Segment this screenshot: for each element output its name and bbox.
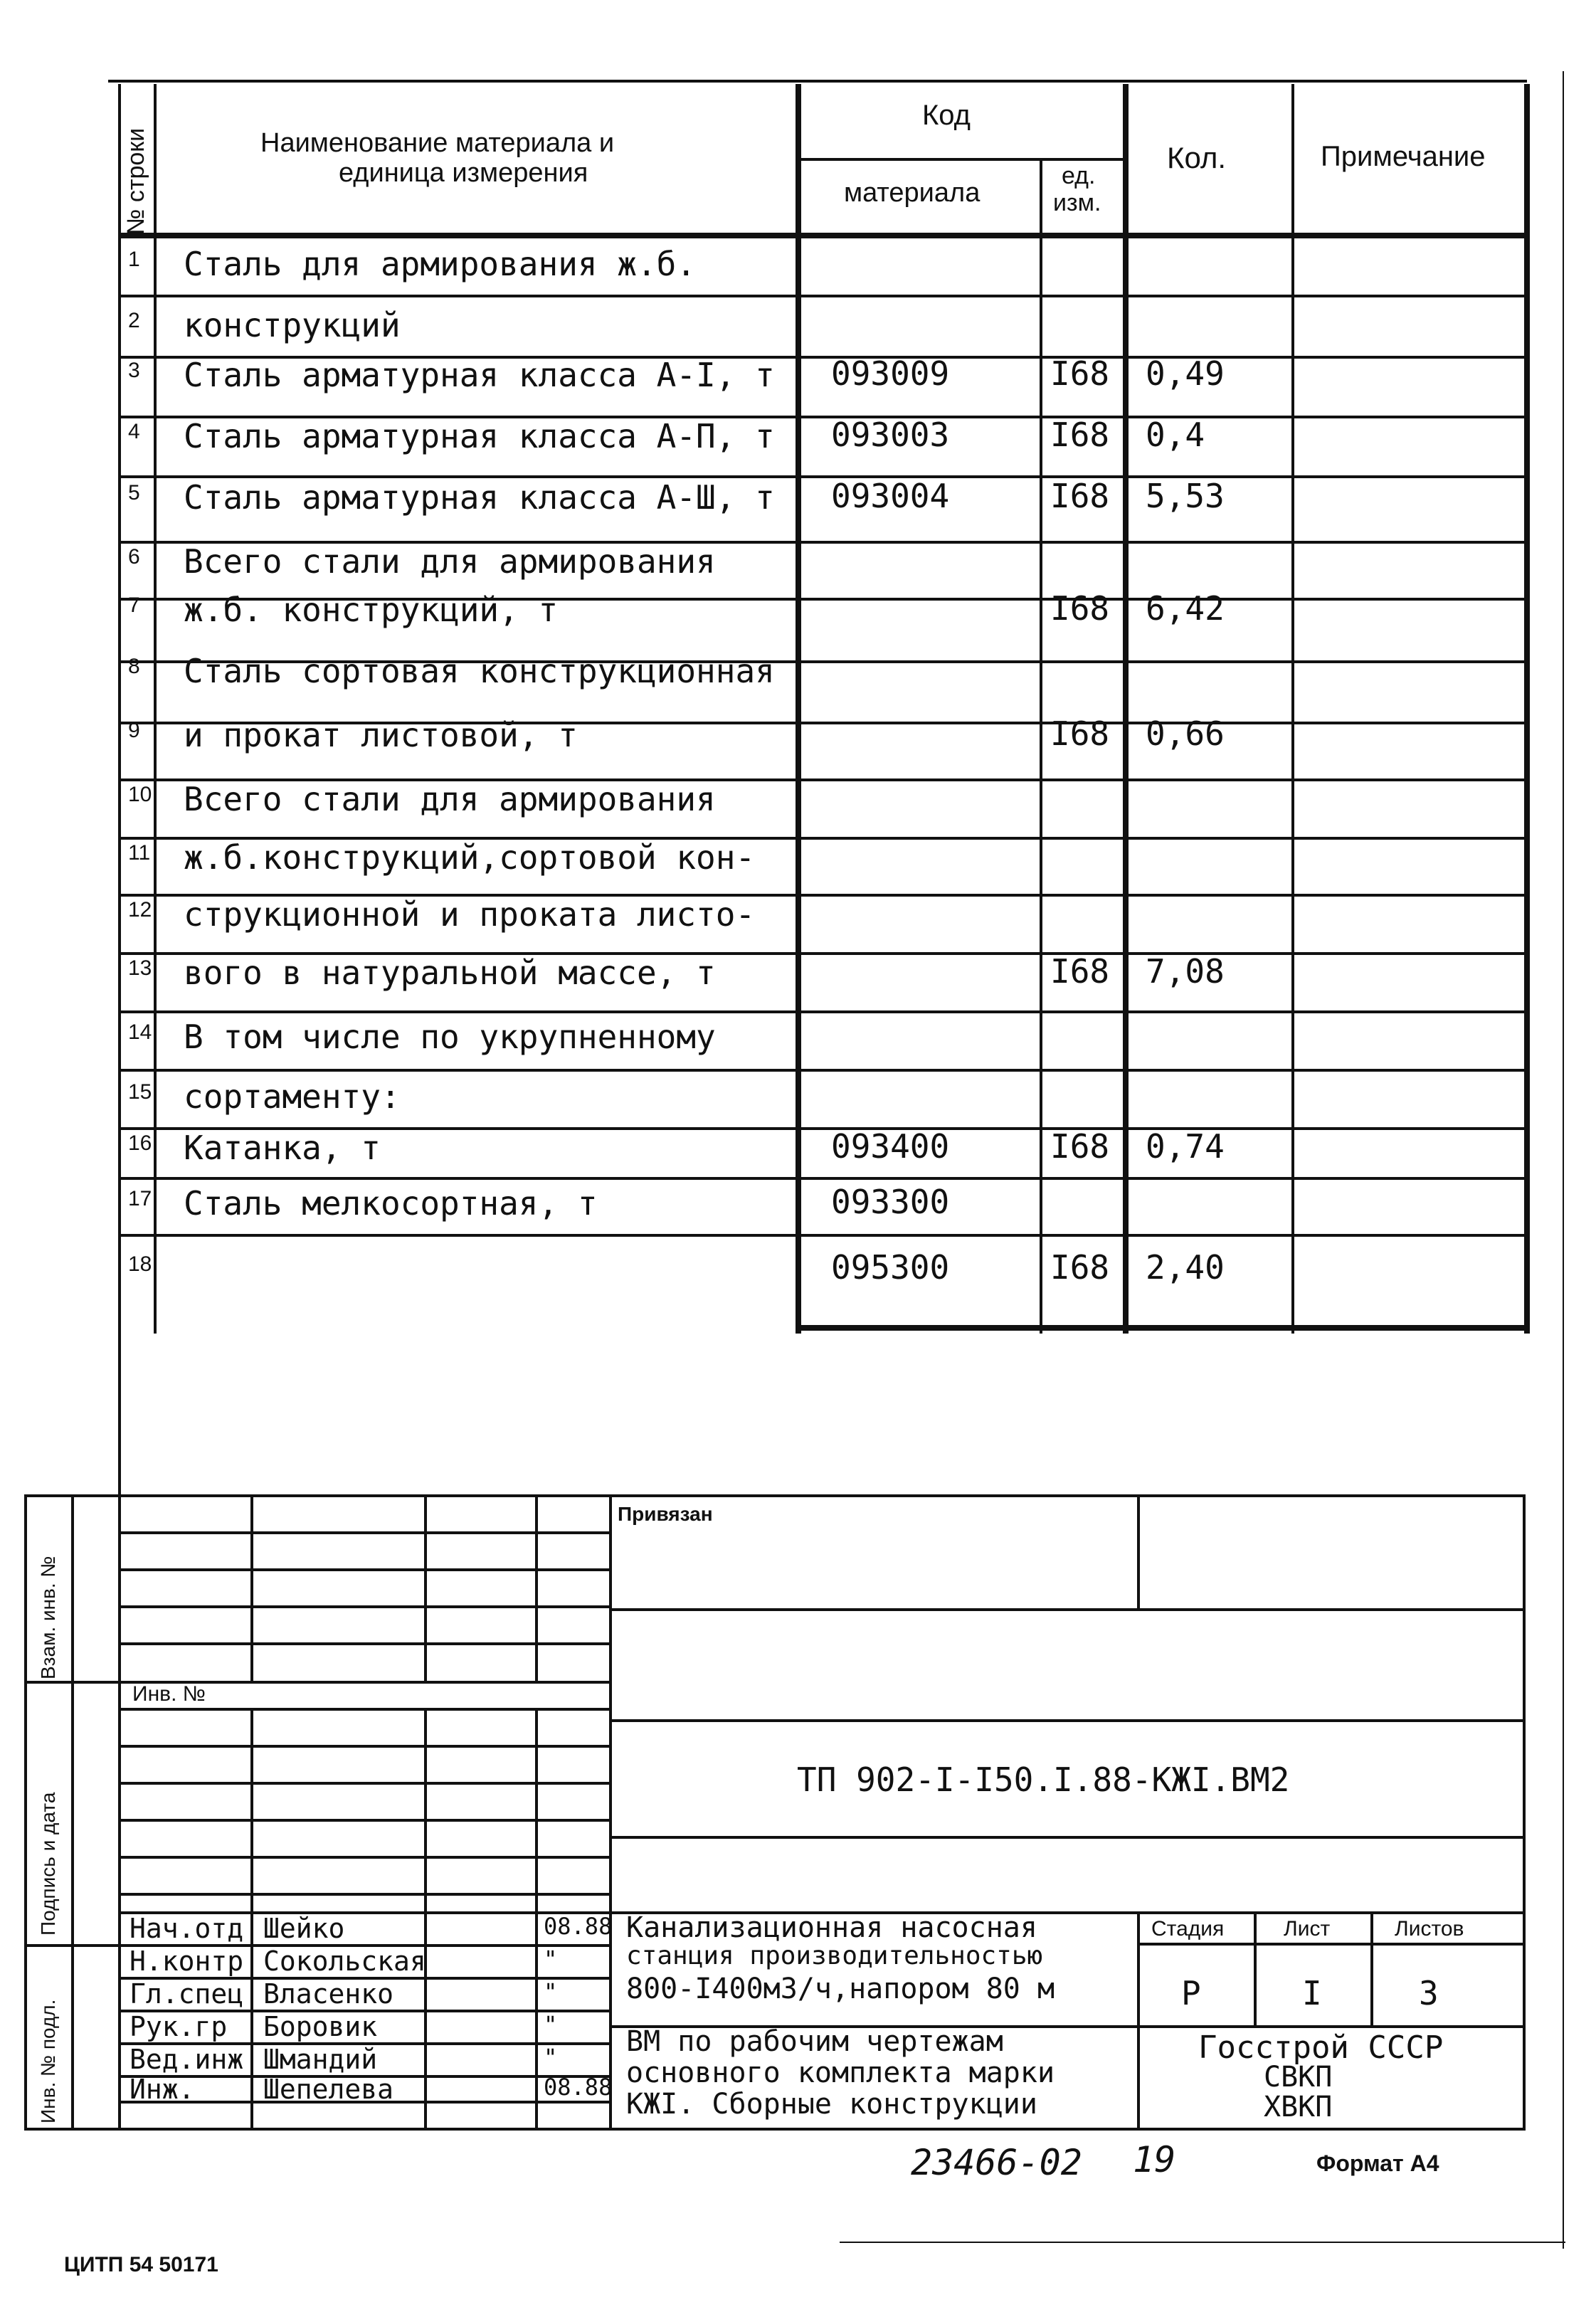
row-code: 093009	[831, 354, 950, 393]
row-unit: I68	[1050, 1127, 1110, 1166]
row-name: конструкций	[184, 306, 401, 344]
sheets-value: 3	[1419, 1974, 1439, 2012]
row-code: 095300	[831, 1248, 950, 1287]
row-name: вого в натуральной массе, т	[184, 954, 716, 992]
inv-no-label: Инв. №	[132, 1682, 206, 1706]
row-number: 18	[128, 1252, 152, 1276]
document-designation: ТП 902-I-I50.I.88-КЖI.ВМ2	[797, 1761, 1290, 1799]
row-unit: I68	[1050, 952, 1110, 991]
inv-podl-label: Инв. № подл.	[37, 1999, 59, 2123]
name-header-line1: Наименование материала и	[260, 128, 615, 158]
staff-role: Инж.	[130, 2074, 195, 2105]
sheets-label: Листов	[1395, 1917, 1464, 1941]
row-name: струкционной и проката листо-	[184, 895, 756, 934]
row-code: 093003	[831, 416, 950, 454]
row-divider	[118, 295, 1527, 297]
row-qty: 6,42	[1146, 589, 1225, 628]
row-divider	[118, 1177, 1527, 1180]
privyazan-label: Привязан	[618, 1503, 713, 1525]
row-number: 2	[128, 309, 140, 332]
row-unit: I68	[1050, 477, 1110, 515]
staff-date: 08.88	[544, 2074, 613, 2101]
row-code: 093400	[831, 1127, 950, 1166]
staff-name: Власенко	[263, 1978, 394, 2010]
row-name: Сталь для армирования ж.б.	[184, 245, 697, 283]
staff-date: "	[544, 1946, 558, 1973]
row-unit: I68	[1050, 354, 1110, 393]
staff-name: Шепелева	[263, 2074, 394, 2105]
page-number: 19	[1133, 2139, 1176, 2180]
staff-date: "	[544, 2044, 558, 2071]
row-unit: I68	[1050, 714, 1110, 753]
qty-header: Кол.	[1167, 141, 1227, 174]
title-line-2: станция производительностью	[626, 1941, 1043, 1970]
row-name: Всего стали для армирования	[184, 542, 716, 581]
staff-role: Нач.отд	[130, 1913, 244, 1944]
staff-role: Гл.спец	[130, 1978, 244, 2010]
row-unit: I68	[1050, 416, 1110, 454]
vzam-inv-label: Взам. инв. №	[37, 1556, 59, 1679]
row-name: ж.б.конструкций,сортовой кон-	[184, 838, 756, 877]
code-header: Код	[922, 100, 971, 131]
material-header: материала	[844, 178, 981, 208]
staff-date: "	[544, 2011, 558, 2038]
row-number: 17	[128, 1187, 152, 1210]
staff-name: Шмандий	[263, 2044, 378, 2075]
title2-line-3: КЖI. Сборные конструкции	[626, 2088, 1037, 2121]
note-header: Примечание	[1321, 141, 1486, 172]
row-number: 8	[128, 655, 140, 678]
sheet-label: Лист	[1284, 1917, 1331, 1941]
staff-role: Н.контр	[130, 1946, 244, 1977]
row-unit: I68	[1050, 589, 1110, 628]
row-number: 6	[128, 545, 140, 569]
row-number: 16	[128, 1131, 152, 1155]
archive-number: 23466-02	[911, 2142, 1082, 2183]
staff-role: Вед.инж	[130, 2044, 244, 2075]
format-label: Формат А4	[1316, 2150, 1439, 2176]
row-number: 7	[128, 593, 140, 617]
unit-header-line2: изм.	[1053, 189, 1101, 216]
row-number-header: № строки	[122, 127, 149, 235]
title2-line-2: основного комплекта марки	[626, 2057, 1055, 2089]
staff-date: 08.88	[544, 1913, 613, 1940]
sheet-value: I	[1302, 1974, 1322, 2012]
row-number: 5	[128, 481, 140, 505]
row-name: Сталь сортовая конструкционная	[184, 652, 775, 690]
row-number: 12	[128, 898, 152, 922]
staff-name: Боровик	[263, 2011, 378, 2042]
row-divider	[118, 1010, 1527, 1013]
row-number: 15	[128, 1080, 152, 1104]
row-qty: 5,53	[1146, 477, 1225, 515]
title2-line-1: ВМ по рабочим чертежам	[626, 2025, 1003, 2058]
row-number: 3	[128, 359, 140, 382]
row-name: Сталь арматурная класса А-I, т	[184, 356, 775, 394]
org-line-1: Госстрой СССР	[1198, 2029, 1444, 2066]
stage-label: Стадия	[1151, 1917, 1225, 1941]
row-name: Всего стали для армирования	[184, 780, 716, 818]
title-line-1: Канализационная насосная	[626, 1911, 1037, 1944]
row-number: 14	[128, 1020, 152, 1044]
staff-name: Сокольская	[263, 1946, 426, 1977]
org-line-3: ХВКП	[1264, 2091, 1333, 2123]
row-qty: 2,40	[1146, 1248, 1225, 1287]
bottom-left-code: ЦИТП 54 50171	[64, 2253, 218, 2276]
row-qty: 0,4	[1146, 416, 1205, 454]
row-number: 11	[128, 841, 151, 865]
row-qty: 0,66	[1146, 714, 1225, 753]
row-name: сортаменту:	[184, 1077, 401, 1116]
row-name: ж.б. конструкций, т	[184, 591, 559, 629]
podpis-data-label: Подпись и дата	[37, 1792, 59, 1936]
row-name: Сталь арматурная класса А-Ш, т	[184, 478, 775, 517]
row-code: 093004	[831, 477, 950, 515]
row-code: 093300	[831, 1183, 950, 1221]
row-number: 1	[128, 248, 140, 271]
row-name: В том числе по укрупненному	[184, 1018, 716, 1056]
row-number: 4	[128, 420, 140, 443]
row-qty: 7,08	[1146, 952, 1225, 991]
name-header-line2: единица измерения	[339, 158, 588, 188]
org-line-2: СВКП	[1264, 2061, 1333, 2094]
row-name: Сталь мелкосортная, т	[184, 1184, 598, 1223]
staff-name: Шейко	[263, 1913, 345, 1944]
row-qty: 0,49	[1146, 354, 1225, 393]
row-unit: I68	[1050, 1248, 1110, 1287]
row-divider	[118, 1069, 1527, 1072]
stage-value: Р	[1181, 1974, 1201, 2012]
row-name: Сталь арматурная класса А-П, т	[184, 417, 775, 455]
row-number: 10	[128, 783, 152, 806]
row-divider	[118, 1234, 1527, 1237]
staff-date: "	[544, 1978, 558, 2005]
row-name: и прокат листовой, т	[184, 716, 578, 754]
staff-role: Рук.гр	[130, 2011, 228, 2042]
row-number: 9	[128, 719, 140, 742]
row-number: 13	[128, 956, 152, 980]
row-name: Катанка, т	[184, 1129, 381, 1167]
row-qty: 0,74	[1146, 1127, 1225, 1166]
unit-header-line1: ед.	[1062, 162, 1096, 189]
title-line-3: 800-I400м3/ч,напором 80 м	[626, 1973, 1055, 2005]
